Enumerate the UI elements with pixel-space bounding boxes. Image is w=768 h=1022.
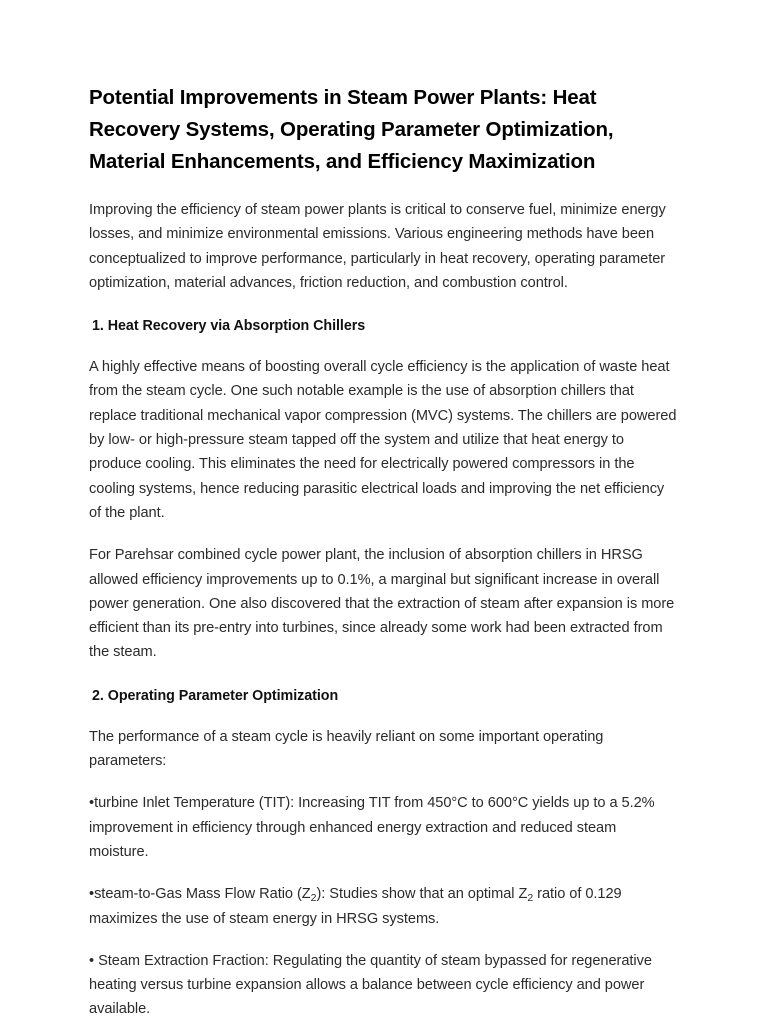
- bullet-mid-text: ): Studies show that an optimal Z: [316, 886, 528, 903]
- section-2-paragraph-1: The performance of a steam cycle is heavily reliant on some important operating parameters:: [89, 728, 604, 770]
- bullet-marker: •: [89, 952, 99, 969]
- intro-paragraph: Improving the efficiency of steam power plants is critical to conserve fuel, minimize energy losses, and minimize environmental emissions. Various engineering methods have been conceptualized to improve performance, particularly in heat recovery, operating parameter optimization, material advances, friction reduction, and combustion control.: [89, 202, 666, 291]
- bullet-body-text: ratio of 0.129 maximizes the use of steam energy in HRSG systems.: [89, 886, 622, 927]
- section-heading-1: 1. Heat Recovery via Absorption Chillers: [92, 318, 366, 335]
- bullet-lead-label: Steam Extraction Fraction:: [98, 952, 269, 969]
- bullet-body-text: Regulating the quantity of steam bypassed for regenerative heating versus turbine expansion allows a balance between cycle efficiency and power available.: [89, 952, 652, 1018]
- subscript-z2-second: 2: [527, 892, 534, 905]
- subscript-z2-first: 2: [310, 892, 317, 905]
- page-title: Potential Improvements in Steam Power Plants: Heat Recovery Systems, Operating Parameter Optimization, Material Enhancements, and Efficiency Maximization: [89, 86, 614, 173]
- bullet-marker: •: [89, 795, 95, 812]
- bullet-marker: •: [89, 886, 95, 903]
- bullet-item-tit: [89, 791, 678, 864]
- section-1-paragraph-1: A highly effective means of boosting overall cycle efficiency is the application of waste heat from the steam cycle. One such notable example is the use of absorption chillers that replace traditional mechanical vapor compression (MVC) systems. The chillers are powered by low- or high-pressure steam tapped off the system and utilize that heat energy to produce cooling. This eliminates the need for electrically powered compressors in the cooling systems, hence reducing parasitic electrical loads and improving the net efficiency of the plant.: [89, 359, 677, 521]
- bullet-body-text: Increasing TIT from 450°C to 600°C yields up to a 5.2% improvement in efficiency through enhanced energy extraction and reduced steam moisture.: [89, 795, 655, 860]
- bullet-lead-label: steam-to-Gas Mass Flow Ratio (Z: [94, 886, 311, 903]
- section-1-paragraph-2: For Parehsar combined cycle power plant, the inclusion of absorption chillers in HRSG allowed efficiency improvements up to 0.1%, a marginal but significant increase in overall power generation. One also discovered that the extraction of steam after expansion is more efficient than its pre-entry into turbines, since already some work had been extracted from the steam.: [89, 547, 675, 661]
- bullet-item-steam-extraction-fraction: [89, 949, 678, 1022]
- bullet-item-mass-flow-ratio: [89, 882, 678, 931]
- section-heading-2: 2. Operating Parameter Optimization: [92, 687, 339, 704]
- bullet-lead-label: turbine Inlet Temperature (TIT):: [94, 795, 295, 812]
